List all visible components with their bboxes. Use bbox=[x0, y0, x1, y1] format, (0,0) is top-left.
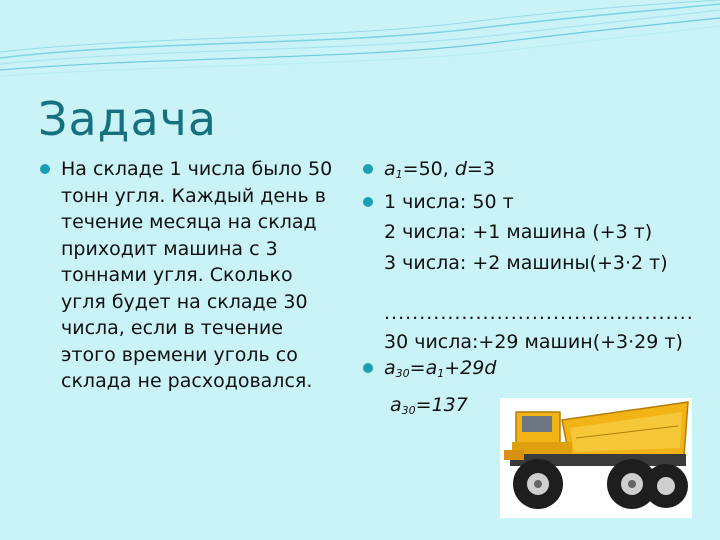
result-var: a bbox=[390, 393, 402, 416]
sub-1: 1 bbox=[395, 168, 403, 181]
day1-text: 1 числа: 50 т bbox=[384, 190, 514, 213]
dotted-separator: ............................................ bbox=[384, 302, 694, 324]
problem-text: На складе 1 числа было 50 тонн угля. Каждый день в течение месяца на склад приходит машина с 3 тоннами угля. Сколько угля будет на складе 30 числа, если в течение этого времени уголь со склада не расходовался. bbox=[61, 158, 333, 392]
day30-line: 30 числа:+29 машин(+3·29 т) bbox=[384, 330, 683, 353]
var-d: d bbox=[454, 158, 467, 180]
var-a: a bbox=[384, 158, 396, 180]
problem-bullet bbox=[40, 156, 340, 395]
sub-30: 30 bbox=[395, 367, 410, 380]
a1-value: =50, bbox=[402, 158, 455, 180]
day1-line bbox=[363, 189, 708, 216]
result-value: =137 bbox=[415, 393, 468, 416]
var-a1: a bbox=[425, 357, 438, 379]
d-value: =3 bbox=[466, 158, 495, 180]
day2-line: 2 числа: +1 машина (+3 т) bbox=[384, 221, 653, 243]
formula-line bbox=[363, 355, 708, 388]
formula-rest: +29d bbox=[444, 357, 497, 379]
day3-line: 3 числа: +2 машины(+3·2 т) bbox=[384, 251, 668, 274]
sub-1b: 1 bbox=[437, 367, 445, 380]
dump-truck-icon bbox=[500, 398, 692, 518]
decorative-waves bbox=[0, 0, 720, 90]
result-sub: 30 bbox=[401, 403, 416, 417]
formula-eq: = bbox=[409, 357, 426, 379]
bullet-dot-icon bbox=[40, 164, 50, 174]
var-a30: a bbox=[384, 357, 396, 379]
bullet-dot-icon bbox=[363, 197, 373, 207]
bullet-dot-icon bbox=[363, 363, 373, 373]
given-line bbox=[363, 156, 708, 189]
bullet-dot-icon bbox=[363, 164, 373, 174]
solution-column bbox=[363, 156, 708, 424]
problem-column bbox=[40, 156, 340, 395]
slide-title: Задача bbox=[38, 92, 218, 146]
